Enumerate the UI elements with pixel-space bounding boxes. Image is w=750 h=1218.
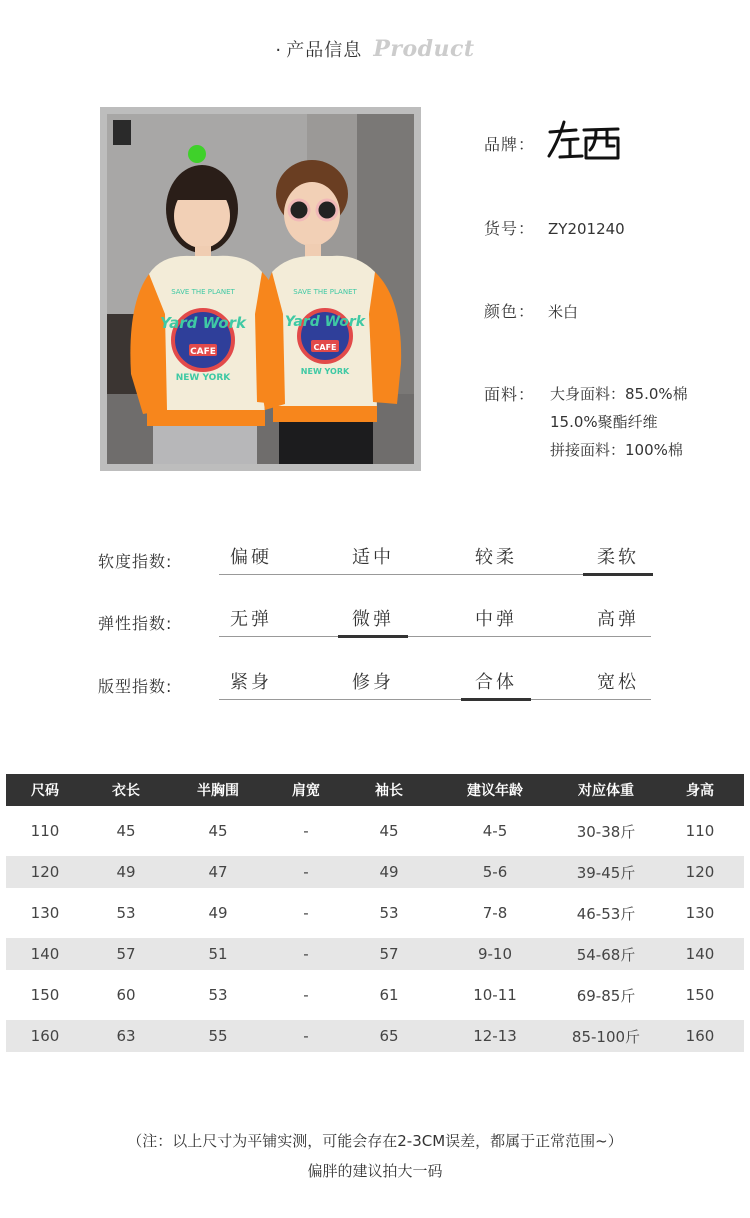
table-cell: 47 xyxy=(208,863,228,881)
header-cell-age: 建议年龄 xyxy=(467,783,523,799)
item-no-label: 货号： xyxy=(484,219,536,238)
index-option: 微弹 xyxy=(352,609,394,630)
item-no-value: ZY201240 xyxy=(548,220,625,238)
index-selected-marker xyxy=(583,573,653,576)
table-cell: 55 xyxy=(208,1027,228,1045)
fabric-line-1: 大身面料：85.0%棉 xyxy=(550,385,688,403)
table-row xyxy=(6,970,744,1020)
brand-logo xyxy=(546,118,622,166)
measurement-note: （注：以上尺寸为平铺实测，可能会存在2-3CM误差，都属于正常范围~） xyxy=(127,1132,623,1150)
index-option: 高弹 xyxy=(597,609,639,630)
table-cell: - xyxy=(303,1027,309,1045)
table-cell: 60 xyxy=(116,986,136,1004)
table-cell: 160 xyxy=(685,1027,715,1045)
size-advice-note: 偏胖的建议拍大一码 xyxy=(307,1162,443,1180)
header-cell-weight: 对应体重 xyxy=(578,783,634,799)
print-city-text: NEW YORK xyxy=(175,373,231,383)
index-selected-marker xyxy=(338,635,408,638)
print-main-text-2: Yard Work xyxy=(284,314,366,330)
header-cell-length: 衣长 xyxy=(112,783,140,799)
table-cell: 49 xyxy=(208,904,228,922)
brand-label: 品牌： xyxy=(484,135,536,154)
table-row xyxy=(6,1020,744,1052)
table-cell: 46-53斤 xyxy=(576,904,636,923)
index-option: 较柔 xyxy=(475,547,517,568)
table-header xyxy=(6,774,744,806)
table-cell: 5-6 xyxy=(482,863,508,881)
header-cell-shoulder: 肩宽 xyxy=(292,783,320,799)
fabric-line-3: 拼接面料：100%棉 xyxy=(550,441,683,459)
index-label: 版型指数: xyxy=(98,677,173,696)
table-cell: 65 xyxy=(379,1027,399,1045)
index-option: 中弹 xyxy=(475,609,517,630)
table-cell: 150 xyxy=(30,986,60,1004)
table-cell: 39-45斤 xyxy=(576,863,636,882)
index-selected-marker xyxy=(461,698,531,701)
table-cell: 7-8 xyxy=(482,904,508,922)
table-cell: 110 xyxy=(30,822,60,840)
table-cell: 85-100斤 xyxy=(571,1027,641,1046)
index-label: 软度指数: xyxy=(98,552,173,571)
table-cell: - xyxy=(303,863,309,881)
table-cell: 9-10 xyxy=(477,945,513,963)
index-label: 弹性指数: xyxy=(98,614,173,633)
table-cell: - xyxy=(303,904,309,922)
fabric-line-2: 15.0%聚酯纤维 xyxy=(550,413,658,431)
table-cell: 53 xyxy=(116,904,136,922)
table-cell: 61 xyxy=(379,986,399,1004)
table-cell: 110 xyxy=(685,822,715,840)
table-cell: 53 xyxy=(208,986,228,1004)
header-dot: · xyxy=(275,40,282,61)
header-cell-half-chest: 半胸围 xyxy=(197,783,239,799)
header-cell-height: 身高 xyxy=(686,783,714,799)
table-cell: 51 xyxy=(208,945,228,963)
print-top-text-2: SAVE THE PLANET xyxy=(293,288,357,296)
table-cell: 120 xyxy=(30,863,60,881)
table-row xyxy=(6,806,744,856)
table-cell: 140 xyxy=(685,945,715,963)
index-option: 适中 xyxy=(352,547,394,568)
index-option: 柔软 xyxy=(597,547,639,568)
print-main-text: Yard Work xyxy=(160,314,246,332)
table-cell: 69-85斤 xyxy=(576,986,636,1005)
table-cell: 120 xyxy=(685,863,715,881)
product-photo xyxy=(100,107,421,471)
table-cell: 45 xyxy=(208,822,228,840)
index-option: 偏硬 xyxy=(230,547,272,568)
table-cell: 45 xyxy=(379,822,399,840)
table-cell: 160 xyxy=(30,1027,60,1045)
table-cell: - xyxy=(303,986,309,1004)
color-value: 米白 xyxy=(548,303,579,321)
table-row xyxy=(6,856,744,888)
index-option: 合体 xyxy=(475,672,517,693)
table-cell: 140 xyxy=(30,945,60,963)
table-cell: 10-11 xyxy=(473,986,517,1004)
index-scale-line xyxy=(219,699,651,700)
table-cell: 130 xyxy=(685,904,715,922)
table-cell: 130 xyxy=(30,904,60,922)
index-option: 紧身 xyxy=(230,672,272,693)
index-scale-line xyxy=(219,636,651,637)
index-option: 宽松 xyxy=(597,672,639,693)
print-top-text: SAVE THE PLANET xyxy=(171,288,235,296)
index-option: 修身 xyxy=(352,672,394,693)
table-cell: - xyxy=(303,822,309,840)
section-header xyxy=(0,36,750,62)
print-cafe-text: CAFE xyxy=(190,347,216,357)
size-table xyxy=(6,774,744,1052)
header-cell-sleeve: 袖长 xyxy=(375,783,403,799)
header-title-cn: 产品信息 xyxy=(286,40,363,61)
header-cell-size: 尺码 xyxy=(31,783,59,799)
table-row xyxy=(6,888,744,938)
color-row xyxy=(484,299,578,322)
fabric-label: 面料： xyxy=(484,385,536,404)
print-cafe-text-2: CAFE xyxy=(313,343,337,352)
table-cell: 12-13 xyxy=(473,1027,517,1045)
table-cell: 63 xyxy=(116,1027,136,1045)
header-title-en: Product xyxy=(373,36,475,62)
table-cell: 30-38斤 xyxy=(576,822,636,841)
table-body xyxy=(6,806,744,1052)
item-no-row xyxy=(484,216,625,239)
table-cell: 150 xyxy=(685,986,715,1004)
table-cell: 4-5 xyxy=(482,822,508,840)
table-cell: 49 xyxy=(379,863,399,881)
table-cell: 57 xyxy=(116,945,136,963)
table-cell: 57 xyxy=(379,945,399,963)
index-option: 无弹 xyxy=(230,609,272,630)
color-label: 颜色： xyxy=(484,302,536,321)
fabric-row xyxy=(484,382,548,405)
table-cell: 49 xyxy=(116,863,136,881)
table-row xyxy=(6,938,744,970)
print-city-text-2: NEW YORK xyxy=(300,367,350,376)
brand-row xyxy=(484,132,548,155)
table-cell: - xyxy=(303,945,309,963)
table-cell: 45 xyxy=(116,822,136,840)
table-cell: 53 xyxy=(379,904,399,922)
table-cell: 54-68斤 xyxy=(576,945,636,964)
